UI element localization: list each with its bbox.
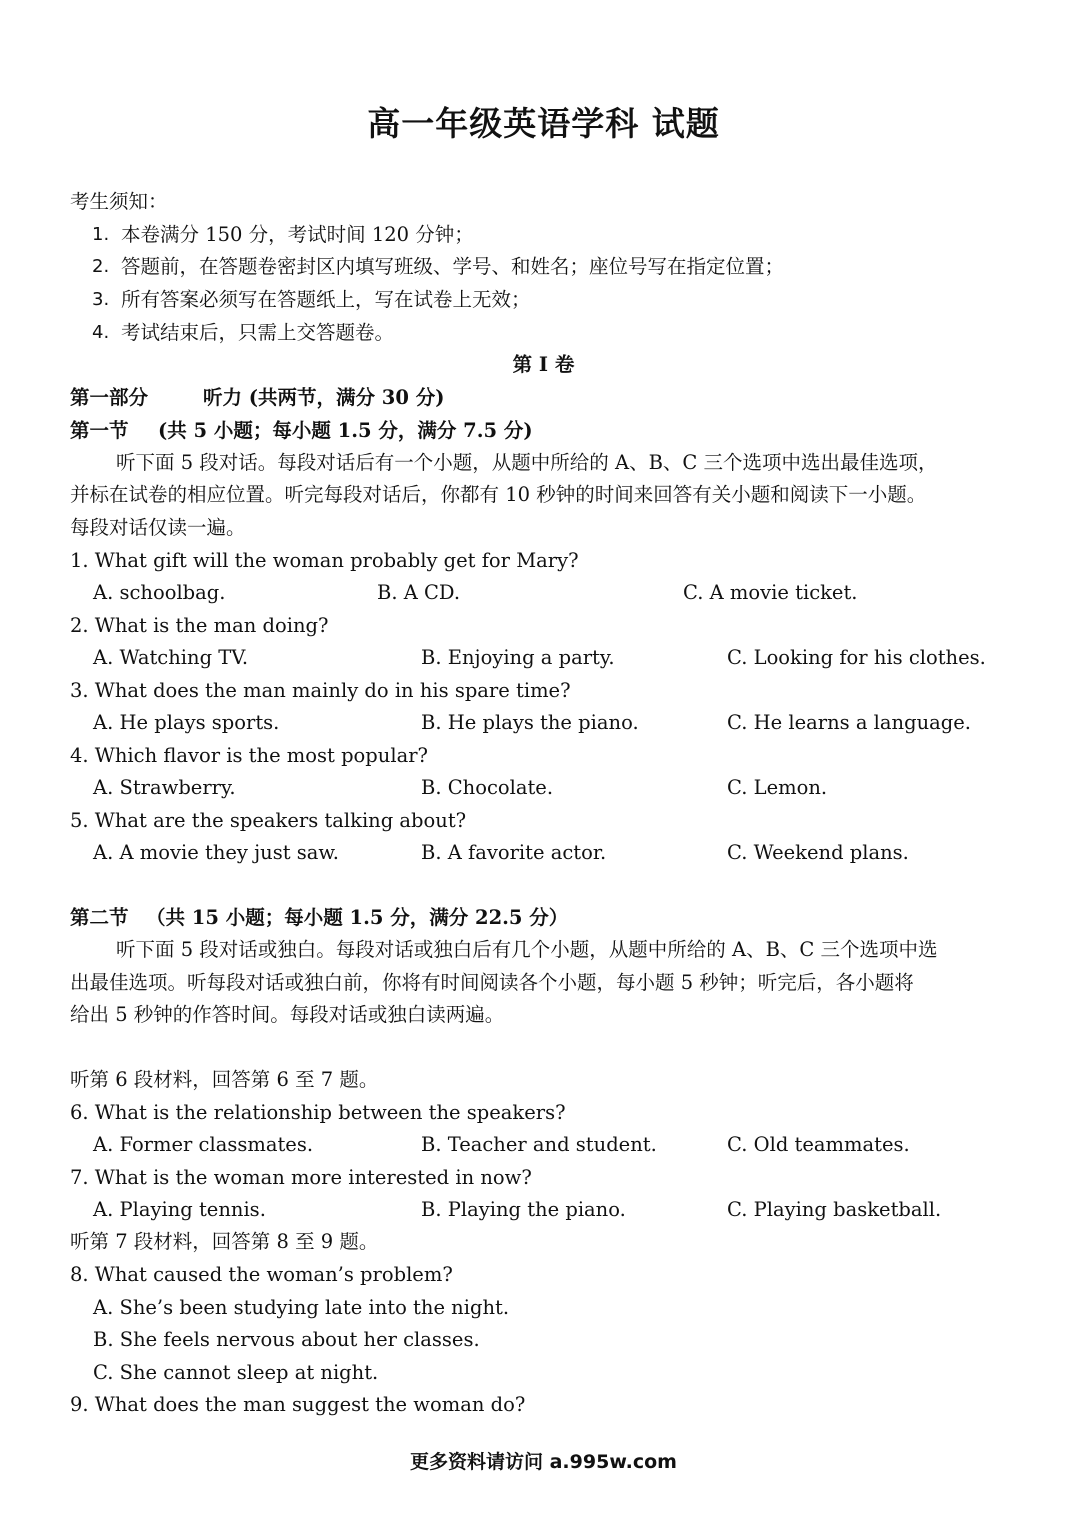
section-instruction: 听下面 5 段对话或独白。每段对话或独白后有几个小题，从题中所给的 A、B、C 三个选项中选 [116,938,938,961]
section-instruction: 每段对话仅读一遍。 [70,516,246,539]
option-a: A. Former classmates. [93,1133,314,1156]
notice-item-num: 3. [92,289,110,310]
material-label: 听第 7 段材料，回答第 8 至 9 题。 [70,1230,379,1253]
option-a: A. Strawberry. [93,776,236,799]
option-b: B. Chocolate. [421,776,554,799]
question-text: 4. Which flavor is the most popular? [70,744,428,767]
notice-item-text: 考试结束后，只需上交答题卷。 [121,321,395,344]
option-b: B. She feels nervous about her classes. [93,1328,480,1351]
section-instruction: 并标在试卷的相应位置。听完每段对话后，你都有 10 秒钟的时间来回答有关小题和阅读下一小题。 [70,483,927,506]
section-label: 第一节 [70,419,129,442]
notice-item-num: 2. [92,256,110,277]
notice-heading: 考生须知： [70,190,168,213]
page-title: 高一年级英语学科 试题 [367,104,720,143]
option-b: B. A favorite actor. [421,841,607,864]
option-b: B. Playing the piano. [421,1198,626,1221]
option-c: C. Old teammates. [727,1133,910,1156]
option-a: A. Playing tennis. [93,1198,266,1221]
section-title: (共 5 小题；每小题 1.5 分，满分 7.5 分) [158,419,533,442]
notice-item-text: 本卷满分 150 分，考试时间 120 分钟； [121,223,474,246]
option-a: A. Watching TV. [93,646,249,669]
section-instruction: 听下面 5 段对话。每段对话后有一个小题，从题中所给的 A、B、C 三个选项中选出最佳选项， [116,451,938,474]
question-text: 8. What caused the woman’s problem? [70,1263,453,1286]
option-b: B. Teacher and student. [421,1133,657,1156]
option-b: B. He plays the piano. [421,711,639,734]
notice-item-text: 答题前，在答题卷密封区内填写班级、学号、和姓名；座位号写在指定位置； [121,255,785,278]
part-title: 听力 (共两节，满分 30 分) [203,386,445,409]
question-text: 3. What does the man mainly do in his spare time? [70,679,571,702]
option-a: A. He plays sports. [93,711,280,734]
volume-label: 第 I 卷 [512,353,575,376]
question-text: 2. What is the man doing? [70,614,329,637]
option-a: A. A movie they just saw. [93,841,339,864]
footer-link[interactable]: 更多资料请访问 a.995w.com [410,1451,677,1473]
option-a: A. schoolbag. [93,581,226,604]
option-c: C. She cannot sleep at night. [93,1361,379,1384]
question-text: 7. What is the woman more interested in now? [70,1166,532,1189]
question-text: 6. What is the relationship between the speakers? [70,1101,566,1124]
section-instruction: 给出 5 秒钟的作答时间。每段对话或独白读两遍。 [70,1003,505,1026]
option-c: C. He learns a language. [727,711,971,734]
material-label: 听第 6 段材料，回答第 6 至 7 题。 [70,1068,379,1091]
option-b: B. A CD. [377,581,461,604]
option-c: C. Weekend plans. [727,841,909,864]
option-c: C. Looking for his clothes. [727,646,986,669]
option-a: A. She’s been studying late into the night. [93,1296,510,1319]
section-title: （共 15 小题；每小题 1.5 分，满分 22.5 分） [146,906,569,929]
notice-item-num: 1. [92,224,110,245]
notice-item-text: 所有答案必须写在答题纸上，写在试卷上无效； [121,288,531,311]
notice-item-num: 4. [92,322,110,343]
option-c: C. Playing basketball. [727,1198,942,1221]
option-c: C. A movie ticket. [683,581,858,604]
question-text: 1. What gift will the woman probably get for Mary? [70,549,579,572]
section-label: 第二节 [70,906,129,929]
question-text: 9. What does the man suggest the woman do? [70,1393,526,1416]
option-b: B. Enjoying a party. [421,646,615,669]
part-label: 第一部分 [70,386,149,409]
question-text: 5. What are the speakers talking about? [70,809,467,832]
section-instruction: 出最佳选项。听每段对话或独白前，你将有时间阅读各个小题，每小题 5 秒钟；听完后，各小题将 [70,971,914,994]
option-c: C. Lemon. [727,776,828,799]
